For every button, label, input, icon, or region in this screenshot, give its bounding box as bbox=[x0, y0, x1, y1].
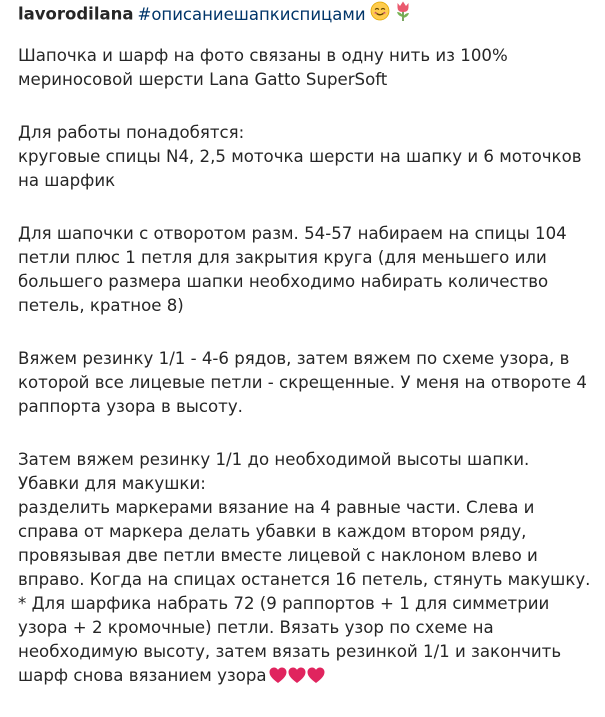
heart-icon bbox=[288, 667, 306, 684]
tulip-icon bbox=[394, 0, 412, 30]
caption-paragraph bbox=[18, 121, 595, 193]
smiling-face-icon bbox=[370, 1, 390, 29]
caption-line-last bbox=[18, 664, 595, 688]
caption-line: вправо. Когда на спицах останется 16 петель, стянуть макушку. bbox=[18, 570, 591, 589]
caption-paragraph bbox=[18, 448, 595, 688]
caption-line: Для работы понадобятся: bbox=[18, 123, 245, 142]
caption-line-text: шарф снова вязанием узора bbox=[18, 666, 267, 685]
caption-line: узора + 2 кромочные) петли. Вязать узор по схеме на bbox=[18, 618, 494, 637]
caption-line: которой все лицевые петли - скрещенные. У меня на отвороте 4 bbox=[18, 373, 587, 392]
caption-line: Затем вяжем резинку 1/1 до необходимой высоты шапки. bbox=[18, 450, 530, 469]
caption-line: справа от маркера делать убавки в каждом втором ряду, bbox=[18, 522, 527, 541]
caption-line: раппорта узора в высоту. bbox=[18, 397, 243, 416]
caption-line: разделить маркерами вязание на 4 равные части. Слева и bbox=[18, 498, 535, 517]
caption-line: * Для шарфика набрать 72 (9 раппортов + 1 для симметрии bbox=[18, 594, 550, 613]
username-link[interactable]: lavorodilana bbox=[18, 4, 134, 24]
caption-line: Для шапочки с отворотом разм. 54-57 набираем на спицы 104 bbox=[18, 224, 567, 243]
caption-line: петли плюс 1 петля для закрытия круга (для меньшего или bbox=[18, 248, 547, 267]
caption-line: на шарфик bbox=[18, 171, 116, 190]
caption-paragraph bbox=[18, 44, 595, 92]
caption-header bbox=[18, 0, 412, 26]
hashtag-link[interactable]: #описаниешапкиспицами bbox=[137, 4, 366, 24]
caption-line: большего размера шапки необходимо набирать количество bbox=[18, 272, 549, 291]
heart-icon bbox=[307, 667, 325, 684]
caption-body bbox=[18, 44, 595, 717]
caption-paragraph bbox=[18, 347, 595, 419]
caption-line: необходимую высоту, затем вязать резинкой 1/1 и закончить bbox=[18, 642, 562, 661]
caption-line: петель, кратное 8) bbox=[18, 296, 184, 315]
caption-line: Вяжем резинку 1/1 - 4-6 рядов, затем вяжем по схеме узора, в bbox=[18, 349, 570, 368]
caption-line: мериносовой шерсти Lana Gatto SuperSoft bbox=[18, 70, 388, 89]
caption-paragraph bbox=[18, 222, 595, 318]
caption-line: круговые спицы N4, 2,5 моточка шерсти на шапку и 6 моточков bbox=[18, 147, 582, 166]
caption-line: Шапочка и шарф на фото связаны в одну нить из 100% bbox=[18, 46, 508, 65]
caption-line: Убавки для макушки: bbox=[18, 474, 206, 493]
caption-line: провязывая две петли вместе лицевой с наклоном влево и bbox=[18, 546, 538, 565]
hearts-group bbox=[269, 667, 326, 691]
heart-icon bbox=[269, 667, 287, 684]
